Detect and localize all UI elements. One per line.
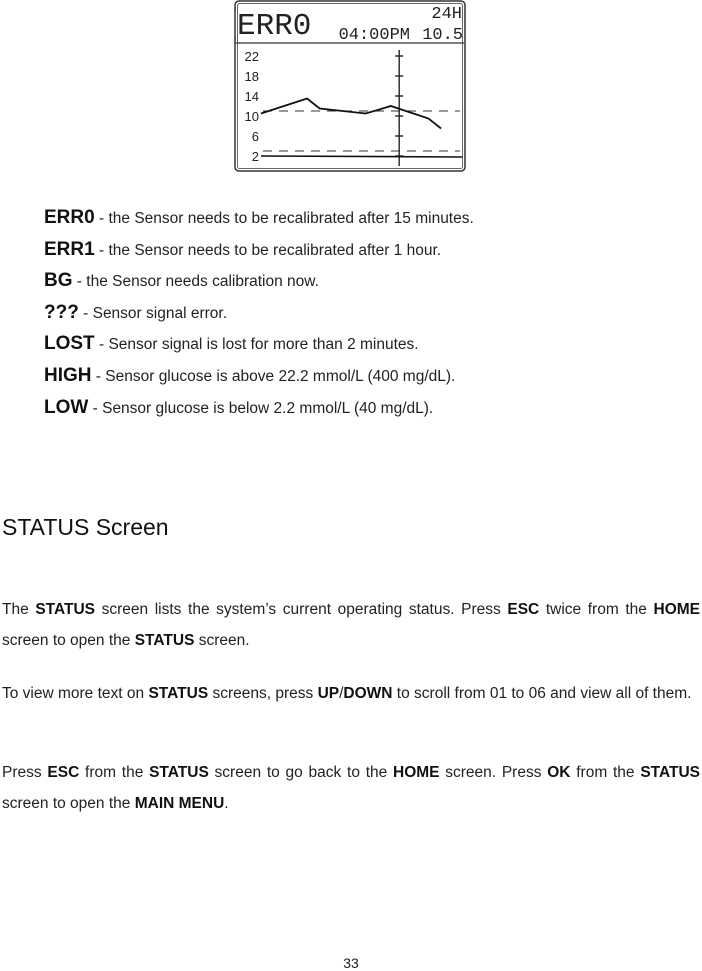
- text: screen lists the system’s current operating status. Press: [95, 601, 508, 618]
- term-up: UP: [317, 685, 340, 702]
- text: .: [224, 795, 229, 812]
- term-esc: ESC: [47, 764, 80, 781]
- term-status: STATUS: [35, 601, 96, 618]
- text: twice from the: [539, 601, 654, 618]
- text: screen.: [194, 632, 250, 649]
- error-code: LOW: [44, 396, 89, 418]
- text: to scroll from 01 to 06 and view all of them.: [392, 685, 692, 702]
- lcd-mode-label: ERR0: [237, 9, 312, 44]
- term-down: DOWN: [343, 685, 393, 702]
- error-code: ???: [44, 301, 79, 323]
- error-code-item: [44, 392, 474, 424]
- error-code-item: [44, 297, 474, 329]
- term-home: HOME: [653, 601, 700, 618]
- error-code-item: [44, 328, 474, 360]
- term-main-menu: MAIN MENU: [134, 795, 225, 812]
- term-status: STATUS: [148, 685, 209, 702]
- text: Press: [2, 764, 48, 781]
- error-code-item: [44, 234, 474, 266]
- error-code: BG: [44, 270, 73, 292]
- error-code-list: [44, 202, 474, 423]
- text: screen to open the: [2, 632, 135, 649]
- y-tick-label: 6: [251, 129, 259, 144]
- section-title: STATUS Screen: [2, 514, 169, 540]
- error-code-item: [44, 265, 474, 297]
- text: screen to open the: [2, 795, 135, 812]
- baseline-trend-line: [261, 156, 462, 157]
- status-intro-paragraph: [2, 594, 700, 656]
- lcd-value-label: 10.5: [422, 26, 463, 45]
- text: screens, press: [208, 685, 318, 702]
- term-ok: OK: [547, 764, 571, 781]
- text: screen to go back to the: [208, 764, 393, 781]
- error-description: - the Sensor needs calibration now.: [72, 273, 319, 291]
- error-code: HIGH: [44, 364, 92, 386]
- text: screen. Press: [439, 764, 548, 781]
- term-home: HOME: [393, 764, 440, 781]
- error-description: - the Sensor needs to be recalibrated after 15 minutes.: [94, 210, 474, 227]
- text: To view more text on: [2, 685, 149, 702]
- page-number: 33: [343, 955, 359, 971]
- y-tick-label: 2: [251, 149, 259, 164]
- error-code: ERR1: [44, 238, 95, 260]
- term-status: STATUS: [149, 764, 209, 781]
- error-code-item: [44, 360, 474, 392]
- term-esc: ESC: [507, 601, 540, 618]
- term-status: STATUS: [134, 632, 195, 649]
- error-description: - the Sensor needs to be recalibrated after 1 hour.: [94, 241, 442, 259]
- text: from the: [570, 764, 641, 781]
- term-status: STATUS: [640, 764, 701, 781]
- lcd-range-label: 24H: [431, 5, 462, 24]
- error-code: ERR0: [44, 207, 95, 228]
- error-description: - Sensor signal is lost for more than 2 minutes.: [94, 336, 419, 354]
- text: from the: [79, 764, 150, 781]
- error-description: - Sensor glucose is below 2.2 mmol/L (40 mg/dL).: [88, 399, 434, 417]
- status-scroll-paragraph: [2, 678, 700, 709]
- error-code-item: [44, 202, 474, 234]
- lcd-time-label: 04:00PM: [338, 26, 410, 45]
- lcd-screen: [234, 0, 466, 172]
- error-code: LOST: [44, 333, 95, 355]
- error-description: - Sensor glucose is above 22.2 mmol/L (400 mg/dL).: [91, 367, 456, 385]
- device-lcd-illustration: [234, 0, 466, 172]
- text: The: [2, 601, 36, 618]
- text: /: [339, 685, 344, 702]
- error-description: - Sensor signal error.: [78, 304, 228, 322]
- y-tick-label: 10: [244, 109, 259, 124]
- y-tick-label: 18: [244, 69, 259, 84]
- y-tick-label: 14: [244, 89, 259, 104]
- status-navigation-paragraph: [2, 757, 700, 819]
- y-tick-label: 22: [244, 49, 259, 64]
